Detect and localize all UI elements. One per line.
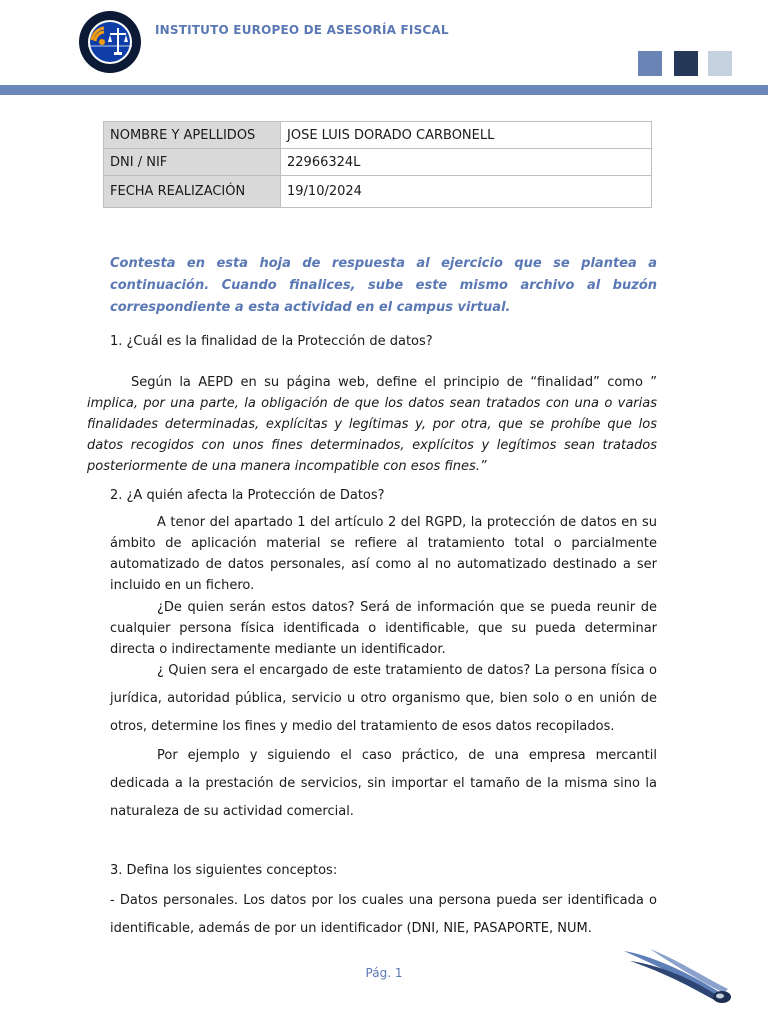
question-2-paragraph: ¿ Quien sera el encargado de este tratamiento de datos? La persona física o jurídica, autoridad pública, servicio u otro organismo que, bien solo o en unión de otros, determine los fines y medio del tratamiento de esos datos recopilados.	[110, 663, 657, 734]
header-divider-band	[0, 85, 768, 95]
question-1-answer-lead: Según la AEPD en su página web, define el principio de “finalidad” como ”	[131, 375, 657, 390]
info-value-date: 19/10/2024	[281, 176, 652, 208]
decorative-square-navy	[674, 51, 698, 76]
table-row	[104, 176, 652, 208]
institute-logo	[78, 10, 142, 74]
question-2-title: 2. ¿A quién afecta la Protección de Datos?	[110, 488, 385, 503]
info-label-date: FECHA REALIZACIÓN	[104, 176, 281, 208]
page-number: Pág. 1	[365, 966, 403, 980]
question-2-paragraph: Por ejemplo y siguiendo el caso práctico, de una empresa mercantil dedicada a la prestación de servicios, sin importar el tamaño de la misma sino la naturaleza de su actividad comercial.	[110, 748, 657, 819]
info-label-name: NOMBRE Y APELLIDOS	[104, 122, 281, 149]
info-label-dni: DNI / NIF	[104, 149, 281, 176]
table-row	[104, 122, 652, 149]
question-2-paragraph: ¿De quien serán estos datos? Será de información que se pueda reunir de cualquier persona física identificada o identificable, que su pueda determinar directa o indirectamente mediante un identificador.	[110, 600, 657, 657]
decorative-square-light-blue	[638, 51, 662, 76]
info-value-name: JOSE LUIS DORADO CARBONELL	[281, 122, 652, 149]
instructions-text: Contesta en esta hoja de respuesta al ejercicio que se plantea a continuación. Cuando finalices, sube este mismo archivo al buzón correspondiente a esta actividad en el campus virtual.	[110, 256, 657, 315]
question-1-title: 1. ¿Cuál es la finalidad de la Protección de datos?	[110, 334, 433, 349]
question-2-paragraph: A tenor del apartado 1 del artículo 2 del RGPD, la protección de datos en su ámbito de aplicación material se refiere al tratamiento total o parcialmente automatizado de datos personales, así como al no automatizado destinado a ser incluido en un fichero.	[110, 515, 657, 593]
student-info-table	[103, 121, 652, 208]
question-3-title: 3. Defina los siguientes conceptos:	[110, 863, 338, 878]
institute-name: INSTITUTO EUROPEO DE ASESORÍA FISCAL	[155, 23, 449, 37]
info-value-dni: 22966324L	[281, 149, 652, 176]
decorative-square-pale	[708, 51, 732, 76]
comet-decoration-icon	[620, 943, 735, 1005]
question-3-definition-personal-data: - Datos personales. Los datos por los cuales una persona pueda ser identificada o identificable, además de por un identificador (DNI, NIE, PASAPORTE, NUM.	[110, 893, 657, 936]
question-1-answer-quote: implica, por una parte, la obligación de que los datos sean tratados con una o varias finalidades determinadas, explícitas y legítimas y, por otra, que se prohíbe que los datos recogidos con unos fines determinados, explícitos y legítimos sean tratados posteriormente de una manera incompatible con esos fines.”	[87, 396, 657, 474]
question-1-answer	[87, 372, 657, 477]
table-row	[104, 149, 652, 176]
